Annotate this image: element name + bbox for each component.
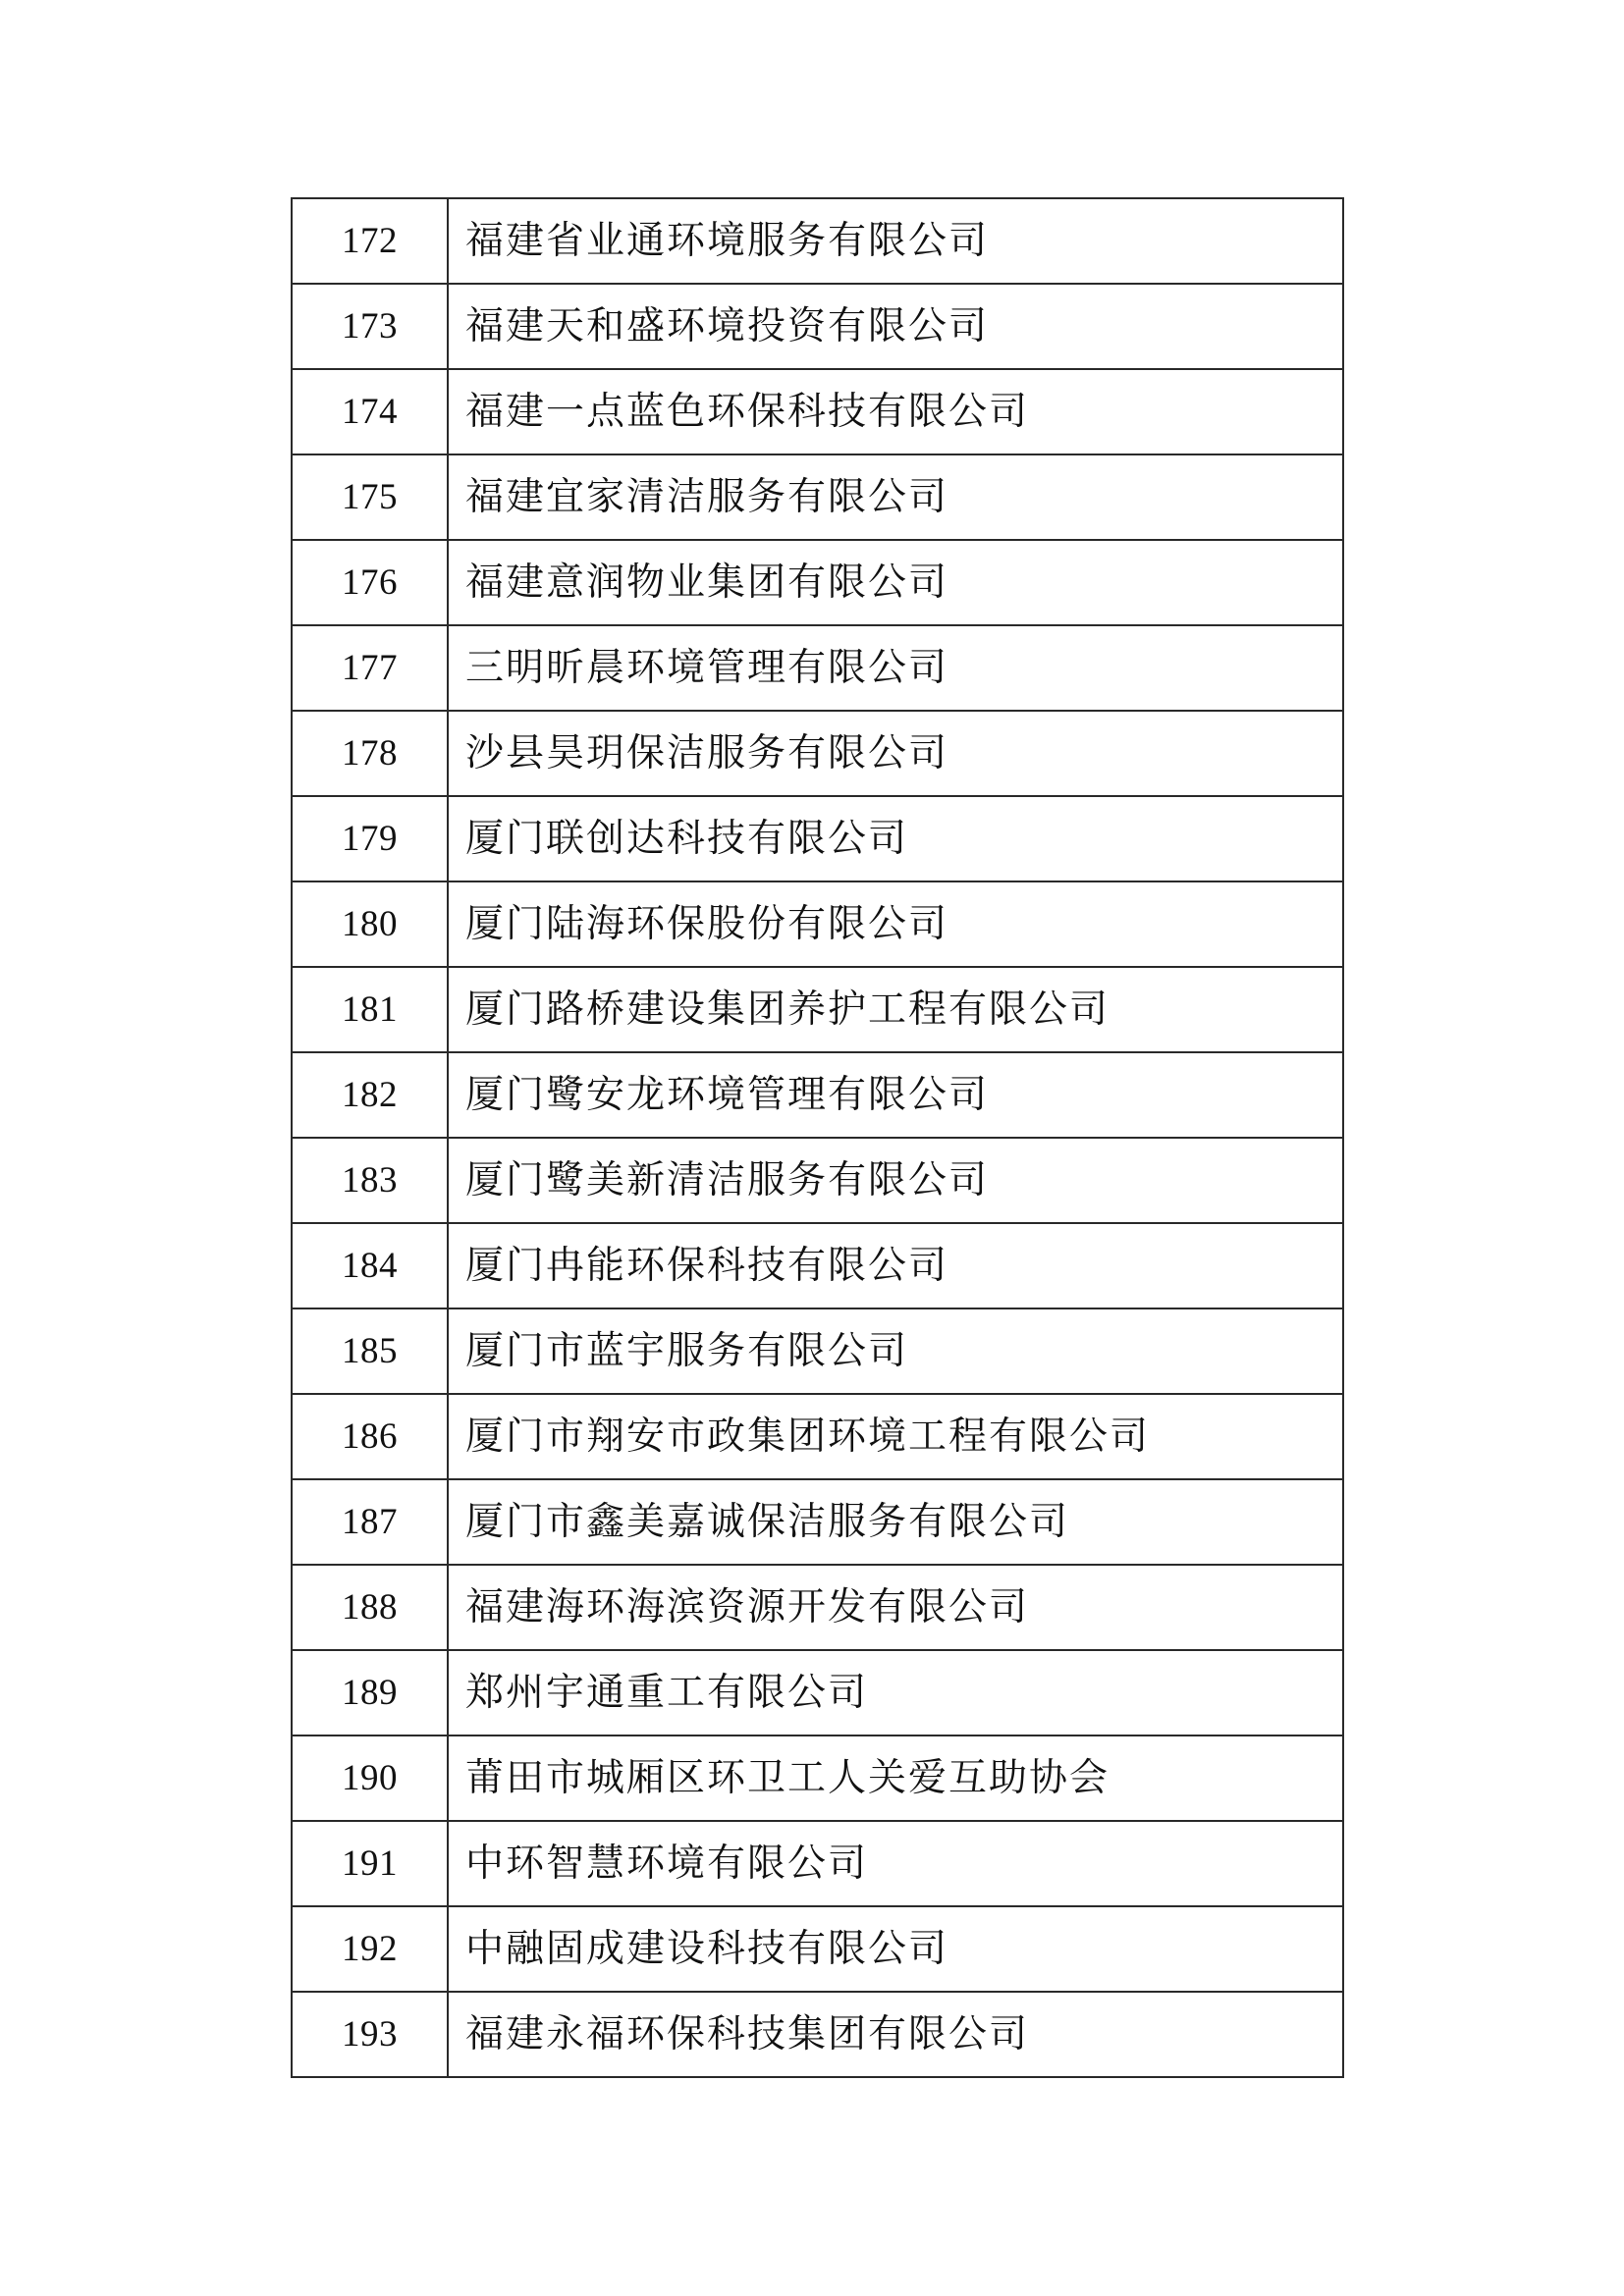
- company-name: 厦门路桥建设集团养护工程有限公司: [448, 967, 1343, 1052]
- table-row: [292, 369, 1343, 454]
- table-row: [292, 454, 1343, 540]
- company-name: 中融固成建设科技有限公司: [448, 1906, 1343, 1992]
- company-name: 福建意润物业集团有限公司: [448, 540, 1343, 625]
- company-name: 三明昕晨环境管理有限公司: [448, 625, 1343, 711]
- company-name: 厦门陆海环保股份有限公司: [448, 881, 1343, 967]
- row-number: 189: [292, 1650, 448, 1735]
- table-row: [292, 284, 1343, 369]
- table-row: [292, 1052, 1343, 1138]
- table-row: [292, 881, 1343, 967]
- row-number: 172: [292, 198, 448, 284]
- row-number: 178: [292, 711, 448, 796]
- row-number: 187: [292, 1479, 448, 1565]
- table-row: [292, 1992, 1343, 2077]
- row-number: 177: [292, 625, 448, 711]
- company-name: 莆田市城厢区环卫工人关爱互助协会: [448, 1735, 1343, 1821]
- table-row: [292, 1821, 1343, 1906]
- row-number: 176: [292, 540, 448, 625]
- table-row: [292, 796, 1343, 881]
- row-number: 179: [292, 796, 448, 881]
- row-number: 193: [292, 1992, 448, 2077]
- table-row: [292, 1650, 1343, 1735]
- table-row: [292, 1565, 1343, 1650]
- table-row: [292, 967, 1343, 1052]
- company-name: 福建宜家清洁服务有限公司: [448, 454, 1343, 540]
- company-name: 福建一点蓝色环保科技有限公司: [448, 369, 1343, 454]
- company-list-table: [291, 197, 1344, 2078]
- company-name: 福建省业通环境服务有限公司: [448, 198, 1343, 284]
- table-row: [292, 198, 1343, 284]
- row-number: 188: [292, 1565, 448, 1650]
- company-name: 福建海环海滨资源开发有限公司: [448, 1565, 1343, 1650]
- company-name: 中环智慧环境有限公司: [448, 1821, 1343, 1906]
- company-name: 厦门鹭安龙环境管理有限公司: [448, 1052, 1343, 1138]
- table-row: [292, 540, 1343, 625]
- row-number: 191: [292, 1821, 448, 1906]
- table-row: [292, 711, 1343, 796]
- company-name: 福建永福环保科技集团有限公司: [448, 1992, 1343, 2077]
- row-number: 174: [292, 369, 448, 454]
- table-row: [292, 1906, 1343, 1992]
- company-list-body: [292, 198, 1343, 2077]
- table-row: [292, 1308, 1343, 1394]
- company-name: 厦门市蓝宇服务有限公司: [448, 1308, 1343, 1394]
- table-row: [292, 625, 1343, 711]
- company-name: 厦门联创达科技有限公司: [448, 796, 1343, 881]
- row-number: 175: [292, 454, 448, 540]
- row-number: 186: [292, 1394, 448, 1479]
- company-name: 厦门市鑫美嘉诚保洁服务有限公司: [448, 1479, 1343, 1565]
- row-number: 190: [292, 1735, 448, 1821]
- company-name: 郑州宇通重工有限公司: [448, 1650, 1343, 1735]
- row-number: 184: [292, 1223, 448, 1308]
- table-row: [292, 1479, 1343, 1565]
- row-number: 182: [292, 1052, 448, 1138]
- company-name: 沙县昊玥保洁服务有限公司: [448, 711, 1343, 796]
- table-row: [292, 1223, 1343, 1308]
- company-name: 福建天和盛环境投资有限公司: [448, 284, 1343, 369]
- row-number: 183: [292, 1138, 448, 1223]
- company-name: 厦门市翔安市政集团环境工程有限公司: [448, 1394, 1343, 1479]
- table-row: [292, 1735, 1343, 1821]
- table-row: [292, 1394, 1343, 1479]
- row-number: 173: [292, 284, 448, 369]
- row-number: 181: [292, 967, 448, 1052]
- company-name: 厦门鹭美新清洁服务有限公司: [448, 1138, 1343, 1223]
- table-row: [292, 1138, 1343, 1223]
- row-number: 180: [292, 881, 448, 967]
- row-number: 192: [292, 1906, 448, 1992]
- row-number: 185: [292, 1308, 448, 1394]
- company-name: 厦门冉能环保科技有限公司: [448, 1223, 1343, 1308]
